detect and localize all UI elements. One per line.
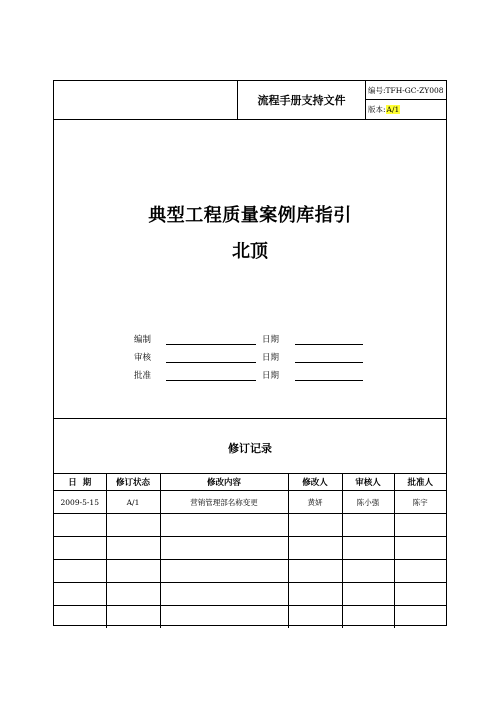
cell-modifier — [288, 537, 342, 560]
cell-content — [160, 537, 288, 560]
document-version — [366, 100, 446, 119]
column-header-reviewer: 审核人 — [342, 474, 394, 491]
document-subtitle: 北顶 — [232, 241, 268, 262]
cell-approver — [394, 606, 446, 629]
cell-status — [106, 514, 160, 537]
document-title: 典型工程质量案例库指引 — [148, 205, 352, 226]
cell-approver — [394, 583, 446, 606]
cell-approver — [394, 560, 446, 583]
cell-reviewer — [342, 537, 394, 560]
cell-approver: 陈宇 — [394, 491, 446, 514]
cell-reviewer — [342, 560, 394, 583]
document-page — [53, 80, 447, 626]
cell-status — [106, 606, 160, 629]
column-header-approver: 批准人 — [394, 474, 446, 491]
signoff-label: 编制 — [134, 335, 152, 345]
header-meta — [366, 81, 446, 119]
revision-table — [54, 473, 446, 628]
cell-reviewer — [342, 583, 394, 606]
header-title: 流程手册支持文件 — [238, 81, 366, 119]
date-line — [295, 344, 363, 345]
date-line — [295, 380, 363, 381]
cell-date — [54, 560, 106, 583]
signature-line — [166, 380, 256, 381]
cell-reviewer: 陈小强 — [342, 491, 394, 514]
cell-approver — [394, 537, 446, 560]
header-blank-cell — [54, 81, 238, 119]
table-header-row — [54, 474, 446, 491]
cell-modifier — [288, 514, 342, 537]
table-row — [54, 514, 446, 537]
version-value: A/1 — [386, 105, 400, 114]
revision-title: 修订记录 — [228, 442, 272, 455]
table-row — [54, 491, 446, 514]
date-line — [295, 362, 363, 363]
cell-date — [54, 583, 106, 606]
cell-date: 2009-5-15 — [54, 491, 106, 514]
cell-reviewer — [342, 514, 394, 537]
cell-date — [54, 514, 106, 537]
cell-status: A/1 — [106, 491, 160, 514]
document-code: 编号:TFH-GC-ZY008 — [366, 81, 446, 100]
column-header-content: 修改内容 — [160, 474, 288, 491]
version-label: 版本: — [368, 105, 386, 114]
date-label: 日期 — [262, 335, 280, 345]
table-row — [54, 560, 446, 583]
signoff-row-reviewed — [134, 351, 374, 365]
signoff-row-prepared — [134, 333, 374, 347]
cell-content — [160, 606, 288, 629]
cell-content: 营销管理部名称变更 — [160, 491, 288, 514]
cell-content — [160, 560, 288, 583]
date-label: 日期 — [262, 353, 280, 363]
cell-approver — [394, 514, 446, 537]
table-row — [54, 583, 446, 606]
column-header-modifier: 修改人 — [288, 474, 342, 491]
signature-line — [166, 344, 256, 345]
column-header-status: 修订状态 — [106, 474, 160, 491]
cell-modifier — [288, 560, 342, 583]
cell-reviewer — [342, 606, 394, 629]
document-header — [54, 81, 446, 120]
cell-status — [106, 537, 160, 560]
cell-content — [160, 583, 288, 606]
signoff-label: 审核 — [134, 353, 152, 363]
signoff-row-approved — [134, 369, 374, 383]
signoff-label: 批准 — [134, 371, 152, 381]
table-row — [54, 537, 446, 560]
cell-date — [54, 606, 106, 629]
cell-status — [106, 583, 160, 606]
cell-modifier: 黄妍 — [288, 491, 342, 514]
column-header-date: 日 期 — [54, 474, 106, 491]
signature-line — [166, 362, 256, 363]
cell-status — [106, 560, 160, 583]
cell-content — [160, 514, 288, 537]
cell-modifier — [288, 606, 342, 629]
section-divider — [54, 418, 446, 419]
table-row — [54, 606, 446, 629]
date-label: 日期 — [262, 371, 280, 381]
cell-modifier — [288, 583, 342, 606]
cell-date — [54, 537, 106, 560]
